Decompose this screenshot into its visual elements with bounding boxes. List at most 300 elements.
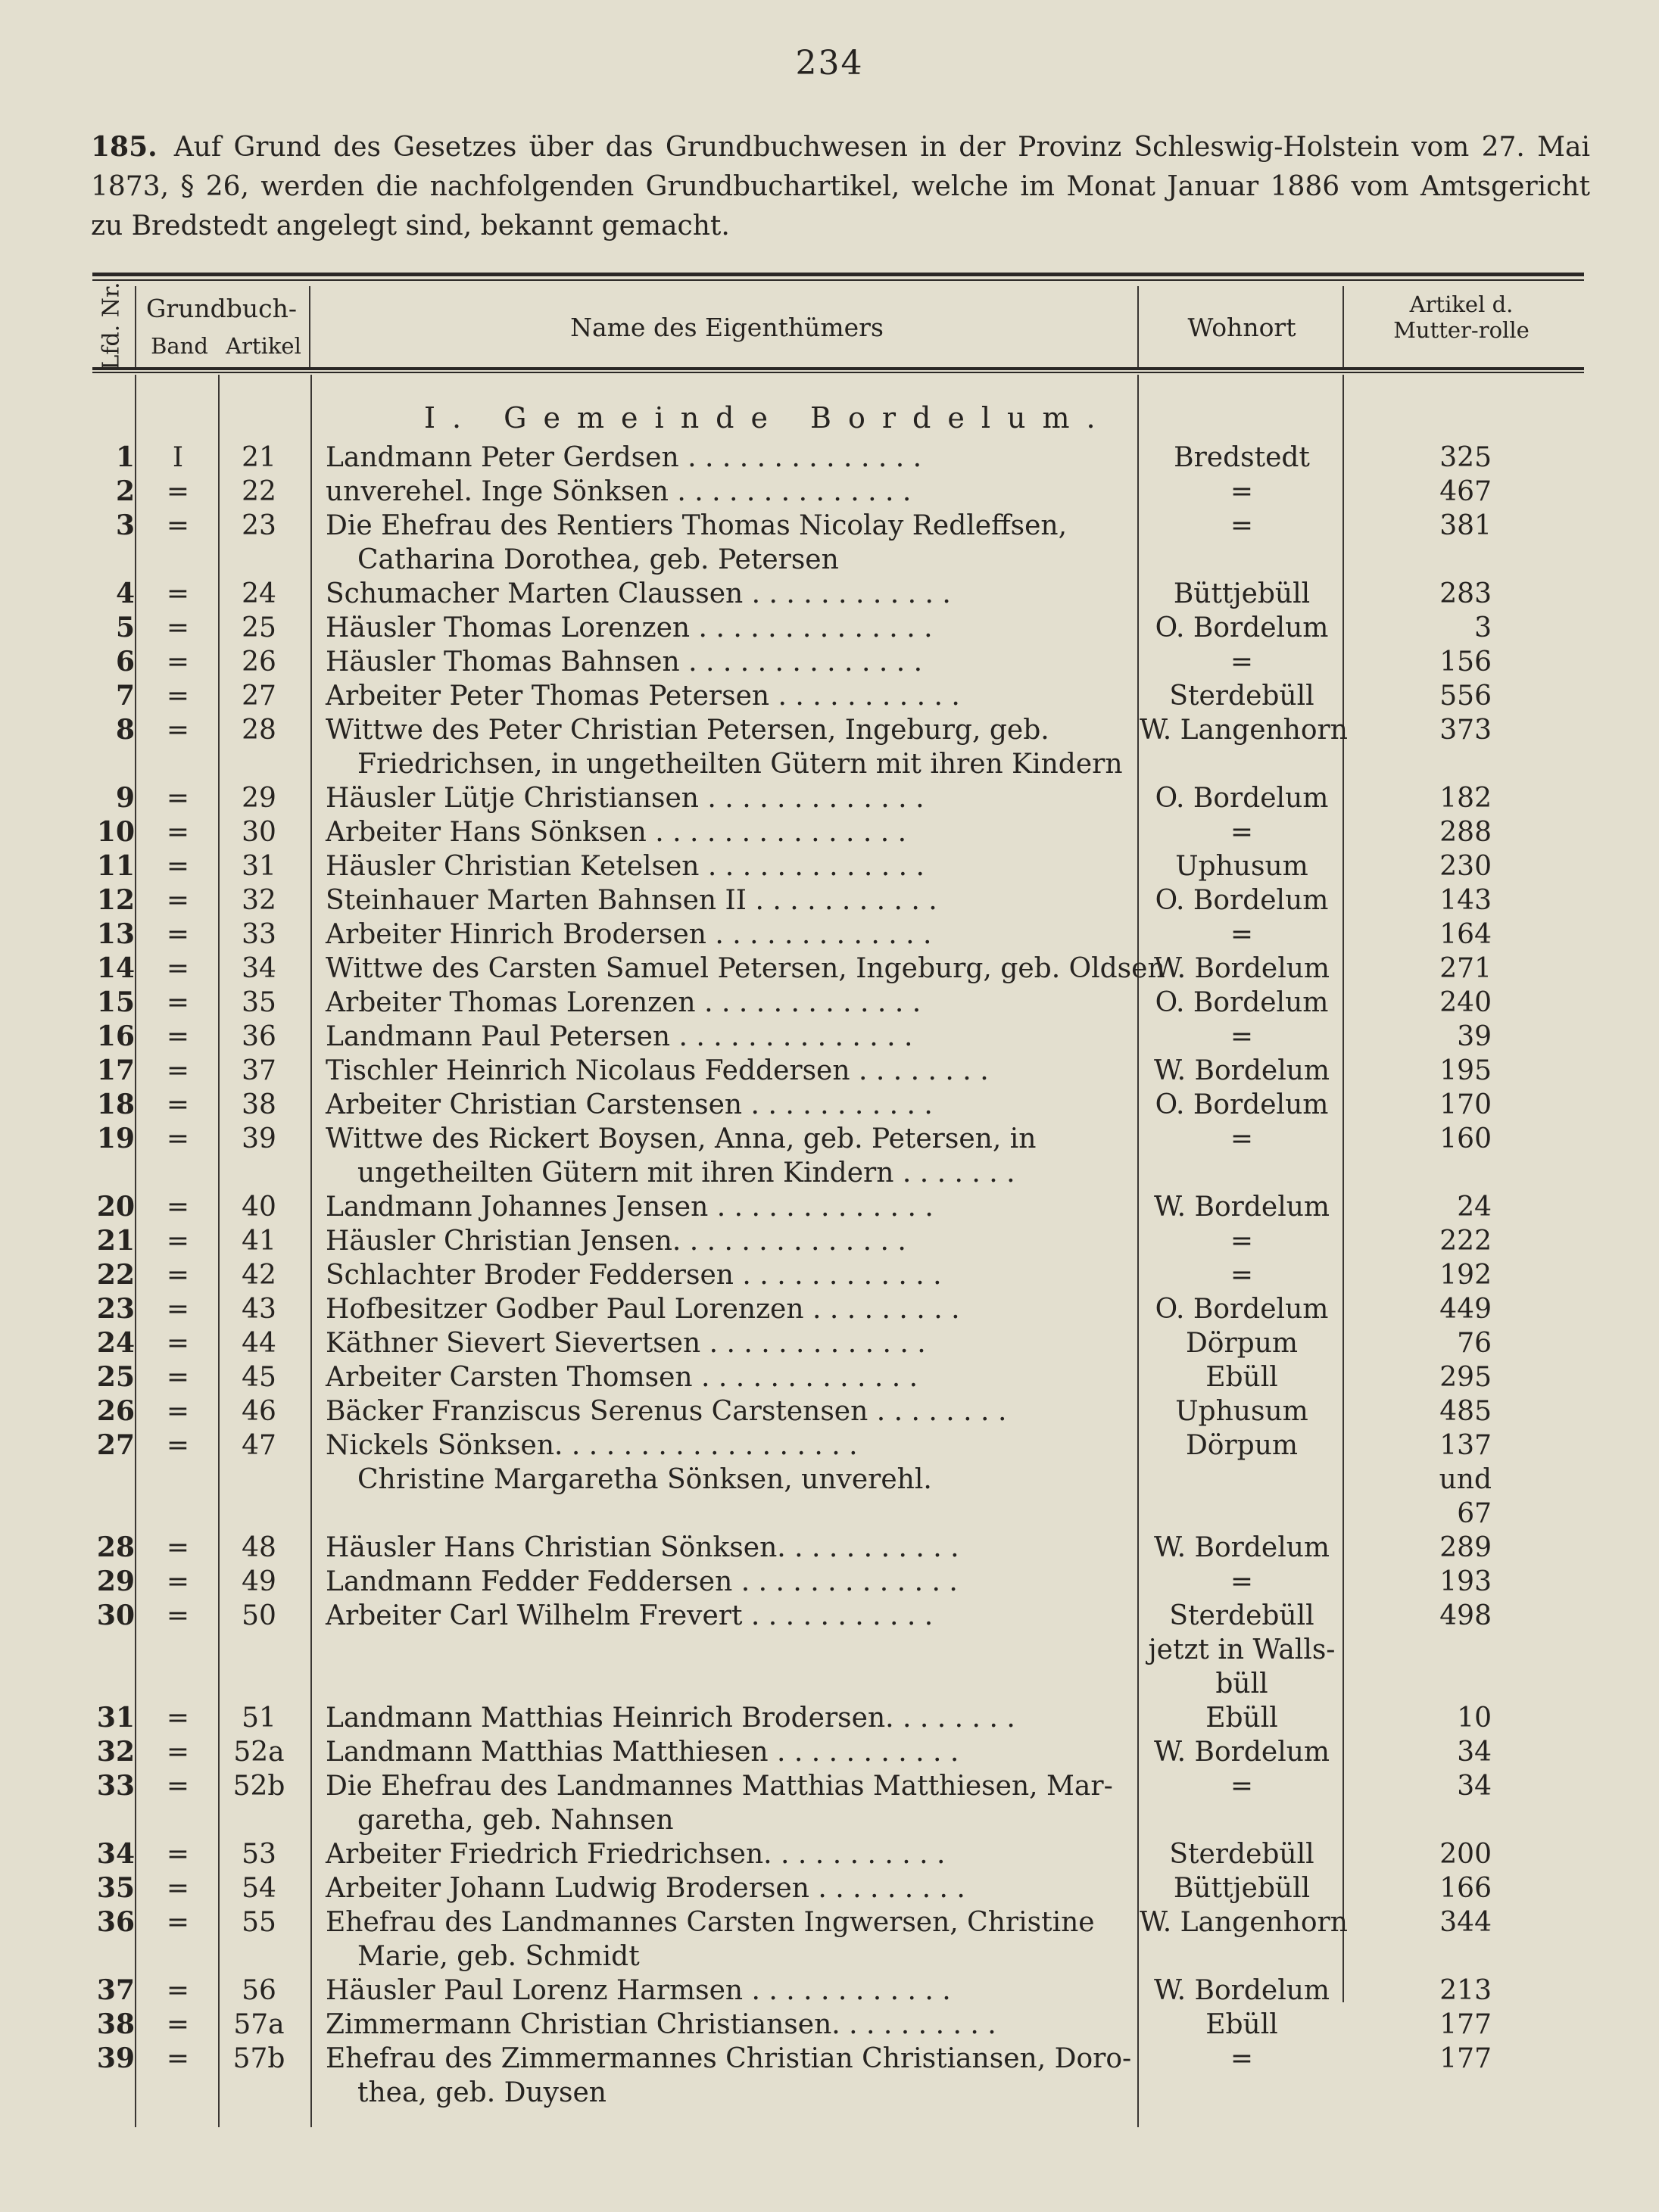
table-row xyxy=(0,815,1659,849)
mutterrolle-value: 34 xyxy=(1457,1737,1492,1768)
mutterrolle-continuation: 67 xyxy=(1457,1498,1492,1529)
owner-name xyxy=(326,1020,1137,1054)
row-number: 12 xyxy=(96,884,135,916)
table-top-rule xyxy=(92,273,1584,281)
owner-name-line: Bäcker Franziscus Serenus Carstensen . . . . . . . . xyxy=(326,1396,1007,1427)
grundbuch-artikel: 38 xyxy=(242,1089,276,1120)
owner-name-line: Arbeiter Christian Carstensen . . . . . . . . . . . xyxy=(326,1089,933,1120)
intro-paragraph xyxy=(91,127,1590,246)
mutterrolle-value: 164 xyxy=(1439,919,1492,950)
table-row xyxy=(0,441,1659,475)
owner-name-line: Häusler Thomas Lorenzen . . . . . . . . . . . . . . xyxy=(326,612,933,643)
wohnort-line: W. Langenhorn xyxy=(1140,1907,1348,1938)
mutterrolle-value: 39 xyxy=(1457,1021,1492,1052)
grundbuch-band: = xyxy=(166,919,190,950)
table-row xyxy=(0,986,1659,1020)
wohnort-line: O. Bordelum xyxy=(1155,987,1329,1018)
wohnort xyxy=(1140,1701,1344,1735)
mutterrolle-value: 556 xyxy=(1439,681,1492,712)
grundbuch-artikel: 42 xyxy=(242,1260,276,1291)
grundbuch-band: = xyxy=(166,1839,190,1870)
grundbuch-artikel: 45 xyxy=(242,1362,276,1393)
owner-name xyxy=(326,1701,1137,1735)
wohnort-line: O. Bordelum xyxy=(1155,885,1329,916)
header-band: Band xyxy=(151,333,208,359)
row-number: 30 xyxy=(96,1600,135,1631)
mutterrolle-continuation: und xyxy=(1439,1464,1492,1495)
wohnort xyxy=(1140,1871,1344,1905)
grundbuch-band: = xyxy=(166,953,190,984)
grundbuch-artikel: 52b xyxy=(232,1771,285,1802)
owner-name-line: Arbeiter Johann Ludwig Brodersen . . . . . . . . . xyxy=(326,1873,965,1904)
wohnort xyxy=(1140,1224,1344,1258)
mutterrolle-artikel xyxy=(1348,918,1492,952)
mutterrolle-value: 170 xyxy=(1439,1089,1492,1120)
wohnort-line: W. Bordelum xyxy=(1153,953,1330,984)
grundbuch-artikel: 26 xyxy=(242,646,276,678)
grundbuch-artikel: 51 xyxy=(242,1703,276,1734)
grundbuch-band: = xyxy=(166,1260,190,1291)
mutterrolle-artikel xyxy=(1348,952,1492,986)
wohnort xyxy=(1140,1394,1344,1428)
row-number: 6 xyxy=(115,646,135,678)
mutterrolle-value: 222 xyxy=(1439,1226,1492,1257)
grundbuch-band: = xyxy=(166,783,190,814)
table-row xyxy=(0,713,1659,781)
mutterrolle-value: 271 xyxy=(1439,953,1492,984)
mutterrolle-artikel xyxy=(1348,1122,1492,1156)
wohnort-line: Uphusum xyxy=(1175,851,1308,882)
mutterrolle-value: 498 xyxy=(1439,1600,1492,1631)
table-row xyxy=(0,918,1659,952)
row-number: 1 xyxy=(115,441,135,473)
mutterrolle-artikel xyxy=(1348,1599,1492,1633)
mutterrolle-artikel xyxy=(1348,1326,1492,1360)
mutterrolle-value: 143 xyxy=(1439,885,1492,916)
table-row xyxy=(0,1224,1659,1258)
table-row xyxy=(0,475,1659,509)
owner-name-line: Arbeiter Peter Thomas Petersen . . . . . . . . . . . xyxy=(326,681,960,712)
wohnort xyxy=(1140,883,1344,918)
owner-name-continuation: Catharina Dorothea, geb. Petersen xyxy=(357,544,839,575)
table-row xyxy=(0,645,1659,679)
owner-name-line: Arbeiter Hans Sönksen . . . . . . . . . . . . . . . xyxy=(326,817,907,848)
owner-name-line: Arbeiter Friedrich Friedrichsen. . . . . . . . . . . xyxy=(326,1839,946,1870)
table-row xyxy=(0,577,1659,611)
grundbuch-band: = xyxy=(166,1328,190,1359)
grundbuch-artikel: 57b xyxy=(232,2043,285,2074)
grundbuch-band: = xyxy=(166,1294,190,1325)
wohnort xyxy=(1140,1905,1348,1939)
owner-name xyxy=(326,1360,1137,1394)
owner-name-line: Landmann Peter Gerdsen . . . . . . . . . . . . . . xyxy=(326,442,922,473)
owner-name xyxy=(326,645,1137,679)
table-row xyxy=(0,1905,1659,1974)
table-row xyxy=(0,1190,1659,1224)
owner-name xyxy=(326,1394,1137,1428)
wohnort-line: Bredstedt xyxy=(1174,442,1310,473)
mutterrolle-artikel xyxy=(1348,2042,1492,2076)
wohnort-continuation: jetzt in Walls- xyxy=(1148,1634,1336,1665)
owner-name xyxy=(326,1531,1137,1565)
owner-name xyxy=(326,475,1137,509)
wohnort xyxy=(1140,815,1344,849)
table-row xyxy=(0,2008,1659,2042)
row-number: 31 xyxy=(96,1702,135,1734)
wohnort xyxy=(1140,475,1344,509)
table-row xyxy=(0,1701,1659,1735)
row-number: 9 xyxy=(115,782,135,814)
mutterrolle-artikel xyxy=(1348,883,1492,918)
owner-name xyxy=(326,1224,1137,1258)
row-number: 5 xyxy=(115,612,135,643)
grundbuch-band: = xyxy=(166,1566,190,1597)
owner-name-line: Steinhauer Marten Bahnsen II . . . . . . . . . . . xyxy=(326,885,937,916)
wohnort-line: W. Langenhorn xyxy=(1140,715,1348,746)
mutterrolle-artikel xyxy=(1348,611,1492,645)
row-number: 38 xyxy=(96,2008,135,2040)
mutterrolle-artikel xyxy=(1348,577,1492,611)
row-number: 34 xyxy=(96,1838,135,1870)
header-name: Name des Eigenthümers xyxy=(570,313,884,342)
mutterrolle-value: 230 xyxy=(1439,851,1492,882)
grundbuch-band: = xyxy=(166,1192,190,1223)
intro-text: Auf Grund des Gesetzes über das Grundbuchwesen in der Provinz Schleswig-Holstein vom 27. Mai 1873, § 26, werden die nachfolgenden Grundbuchartikel, welche im Monat Januar 1886 vom Amtsgericht zu Bredstedt angelegt sind, bekannt gemacht. xyxy=(91,132,1590,241)
grundbuch-artikel: 33 xyxy=(242,919,276,950)
grundbuch-band: = xyxy=(166,851,190,882)
owner-name xyxy=(326,781,1137,815)
grundbuch-artikel: 53 xyxy=(242,1839,276,1870)
page-number: 234 xyxy=(795,44,864,83)
owner-name xyxy=(326,679,1137,713)
wohnort xyxy=(1140,1258,1344,1292)
table-row xyxy=(0,1292,1659,1326)
wohnort xyxy=(1140,918,1344,952)
owner-name xyxy=(326,2042,1137,2110)
grundbuch-band: = xyxy=(166,885,190,916)
wohnort xyxy=(1140,1837,1344,1871)
mutterrolle-artikel xyxy=(1348,1292,1492,1326)
wohnort-line: Ebüll xyxy=(1205,2009,1278,2040)
wohnort-line: Büttjebüll xyxy=(1173,1873,1311,1904)
owner-name-line: Wittwe des Rickert Boysen, Anna, geb. Petersen, in xyxy=(326,1123,1037,1154)
column-divider xyxy=(1137,286,1139,367)
owner-name-line: Landmann Matthias Matthiesen . . . . . . . . . . . xyxy=(326,1737,959,1768)
mutterrolle-artikel xyxy=(1348,1769,1492,1803)
grundbuch-band: = xyxy=(166,1600,190,1631)
owner-name-line: Arbeiter Hinrich Brodersen . . . . . . . . . . . . . xyxy=(326,919,932,950)
owner-name xyxy=(326,1258,1137,1292)
owner-name-continuation: Christine Margaretha Sönksen, unverehl. xyxy=(357,1464,932,1495)
owner-name-line: Häusler Paul Lorenz Harmsen . . . . . . . . . . . . xyxy=(326,1975,951,2006)
owner-name xyxy=(326,1122,1137,1190)
owner-name xyxy=(326,441,1137,475)
mutterrolle-value: 193 xyxy=(1439,1566,1492,1597)
mutterrolle-artikel xyxy=(1348,1871,1492,1905)
wohnort-line: = xyxy=(1230,1260,1254,1291)
wohnort xyxy=(1140,2008,1344,2042)
mutterrolle-artikel xyxy=(1348,986,1492,1020)
mutterrolle-artikel xyxy=(1348,1190,1492,1224)
table-row xyxy=(0,849,1659,883)
wohnort-line: Sterdebüll xyxy=(1169,681,1314,712)
mutterrolle-value: 166 xyxy=(1439,1873,1492,1904)
grundbuch-artikel: 27 xyxy=(242,681,276,712)
wohnort-line: O. Bordelum xyxy=(1155,783,1329,814)
row-number: 32 xyxy=(96,1736,135,1768)
grundbuch-band: = xyxy=(166,1396,190,1427)
mutterrolle-value: 467 xyxy=(1439,476,1492,507)
mutterrolle-value: 381 xyxy=(1439,510,1492,541)
mutterrolle-artikel xyxy=(1348,1905,1492,1939)
wohnort xyxy=(1140,577,1344,611)
mutterrolle-artikel xyxy=(1348,1020,1492,1054)
grundbuch-band: = xyxy=(166,612,190,643)
wohnort xyxy=(1140,1974,1344,2008)
table-row xyxy=(0,1531,1659,1565)
grundbuch-artikel: 40 xyxy=(242,1192,276,1223)
row-number: 29 xyxy=(96,1566,135,1597)
grundbuch-band: = xyxy=(166,1055,190,1086)
owner-name-continuation: Marie, geb. Schmidt xyxy=(357,1941,640,1972)
wohnort-line: = xyxy=(1230,1566,1254,1597)
wohnort-line: = xyxy=(1230,1226,1254,1257)
owner-name xyxy=(326,1871,1137,1905)
table-row xyxy=(0,1020,1659,1054)
table-row xyxy=(0,1360,1659,1394)
grundbuch-band: = xyxy=(166,1771,190,1802)
owner-name xyxy=(326,815,1137,849)
grundbuch-artikel: 21 xyxy=(242,442,276,473)
row-number: 22 xyxy=(96,1259,135,1291)
grundbuch-band: = xyxy=(166,1089,190,1120)
grundbuch-artikel: 41 xyxy=(242,1226,276,1257)
table-row xyxy=(0,1871,1659,1905)
grundbuch-artikel: 35 xyxy=(242,987,276,1018)
owner-name-continuation: Friedrichsen, in ungetheilten Gütern mit ihren Kindern xyxy=(357,749,1123,780)
owner-name-line: Arbeiter Thomas Lorenzen . . . . . . . . . . . . . xyxy=(326,987,921,1018)
owner-name-line: Wittwe des Peter Christian Petersen, Ingeburg, geb. xyxy=(326,715,1049,746)
mutterrolle-artikel xyxy=(1348,849,1492,883)
mutterrolle-value: 160 xyxy=(1439,1123,1492,1154)
owner-name xyxy=(326,1428,1137,1497)
grundbuch-artikel: 57a xyxy=(233,2009,285,2040)
owner-name xyxy=(326,952,1165,986)
owner-name-line: Ehefrau des Landmannes Carsten Ingwersen, Christine xyxy=(326,1907,1095,1938)
row-number: 17 xyxy=(96,1055,135,1086)
row-number: 39 xyxy=(96,2042,135,2074)
row-number: 2 xyxy=(115,475,135,507)
owner-name-line: Die Ehefrau des Rentiers Thomas Nicolay Redleffsen, xyxy=(326,510,1068,541)
row-number: 26 xyxy=(96,1395,135,1427)
wohnort xyxy=(1140,679,1344,713)
table-row xyxy=(0,1054,1659,1088)
grundbuch-artikel: 30 xyxy=(242,817,276,848)
owner-name-line: Zimmermann Christian Christiansen. . . . . . . . . . xyxy=(326,2009,996,2040)
wohnort xyxy=(1140,1599,1344,1701)
mutterrolle-artikel xyxy=(1348,781,1492,815)
owner-name-line: Käthner Sievert Sievertsen . . . . . . . . . . . . . xyxy=(326,1328,926,1359)
owner-name-line: Arbeiter Carl Wilhelm Frevert . . . . . . . . . . . xyxy=(326,1600,934,1631)
owner-name xyxy=(326,577,1137,611)
wohnort-line: = xyxy=(1230,1123,1254,1154)
row-number: 23 xyxy=(96,1293,135,1325)
row-number: 15 xyxy=(96,986,135,1018)
owner-name-continuation: garetha, geb. Nahnsen xyxy=(357,1805,674,1836)
table-row xyxy=(0,1974,1659,2008)
header-wohnort: Wohnort xyxy=(1187,313,1296,342)
mutterrolle-artikel xyxy=(1348,815,1492,849)
grundbuch-artikel: 56 xyxy=(242,1975,276,2006)
owner-name xyxy=(326,1088,1137,1122)
owner-name xyxy=(326,509,1137,577)
grundbuch-band: = xyxy=(166,1021,190,1052)
notice-number: 185. xyxy=(91,131,157,163)
wohnort-line: Ebüll xyxy=(1205,1362,1278,1393)
header-lfd-nr: Lfd. Nr. xyxy=(98,281,125,370)
wohnort xyxy=(1140,1190,1344,1224)
grundbuch-band: = xyxy=(166,1873,190,1904)
wohnort-line: O. Bordelum xyxy=(1155,612,1329,643)
wohnort xyxy=(1140,781,1344,815)
wohnort-line: = xyxy=(1230,2043,1254,2074)
column-divider xyxy=(135,286,136,367)
grundbuch-artikel: 36 xyxy=(242,1021,276,1052)
row-number: 11 xyxy=(96,850,135,882)
grundbuch-artikel: 46 xyxy=(242,1396,276,1427)
grundbuch-artikel: 25 xyxy=(242,612,276,643)
owner-name-line: Die Ehefrau des Landmannes Matthias Matthiesen, Mar- xyxy=(326,1771,1113,1802)
grundbuch-band: = xyxy=(166,646,190,678)
mutterrolle-value: 373 xyxy=(1439,715,1492,746)
table-row xyxy=(0,1122,1659,1190)
owner-name-line: Landmann Matthias Heinrich Brodersen. . . . . . . . xyxy=(326,1703,1015,1734)
grundbuch-band: = xyxy=(166,1907,190,1938)
grundbuch-artikel: 34 xyxy=(242,953,276,984)
table-row xyxy=(0,1565,1659,1599)
table-row xyxy=(0,883,1659,918)
wohnort xyxy=(1140,1565,1344,1599)
table-row xyxy=(0,1735,1659,1769)
wohnort xyxy=(1140,1292,1344,1326)
row-number: 16 xyxy=(96,1020,135,1052)
grundbuch-band: = xyxy=(166,1123,190,1154)
owner-name-line: Ehefrau des Zimmermannes Christian Christiansen, Doro- xyxy=(326,2043,1132,2074)
mutterrolle-artikel xyxy=(1348,1837,1492,1871)
row-number: 10 xyxy=(96,816,135,848)
grundbuch-band: = xyxy=(166,1975,190,2006)
wohnort xyxy=(1140,713,1348,747)
owner-name-line: Tischler Heinrich Nicolaus Feddersen . . . . . . . . xyxy=(326,1055,989,1086)
column-divider xyxy=(309,286,310,367)
grundbuch-band: = xyxy=(166,1703,190,1734)
owner-name xyxy=(326,849,1137,883)
table-row xyxy=(0,1394,1659,1428)
mutterrolle-value: 288 xyxy=(1439,817,1492,848)
wohnort-continuation: büll xyxy=(1215,1668,1268,1700)
owner-name-line: Häusler Thomas Bahnsen . . . . . . . . . . . . . . xyxy=(326,646,923,678)
wohnort xyxy=(1140,1088,1344,1122)
table-header-rule xyxy=(92,367,1584,373)
grundbuch-band: = xyxy=(166,715,190,746)
table-row xyxy=(0,1769,1659,1837)
wohnort xyxy=(1140,611,1344,645)
row-number: 28 xyxy=(96,1531,135,1563)
owner-name xyxy=(326,986,1137,1020)
owner-name-line: Arbeiter Carsten Thomsen . . . . . . . . . . . . . xyxy=(326,1362,918,1393)
mutterrolle-artikel xyxy=(1348,1258,1492,1292)
mutterrolle-value: 240 xyxy=(1439,987,1492,1018)
grundbuch-artikel: 50 xyxy=(242,1600,276,1631)
wohnort xyxy=(1140,1054,1344,1088)
mutterrolle-artikel xyxy=(1348,1735,1492,1769)
owner-name-line: Häusler Lütje Christiansen . . . . . . . . . . . . . xyxy=(326,783,925,814)
header-mutterrolle: Artikel d. Mutter-rolle xyxy=(1393,291,1530,343)
mutterrolle-artikel xyxy=(1348,1360,1492,1394)
wohnort-line: W. Bordelum xyxy=(1153,1055,1330,1086)
wohnort xyxy=(1140,1769,1344,1803)
wohnort-line: = xyxy=(1230,919,1254,950)
row-number: 14 xyxy=(96,952,135,984)
owner-name xyxy=(326,1054,1137,1088)
grundbuch-artikel: 43 xyxy=(242,1294,276,1325)
owner-name-line: Schlachter Broder Feddersen . . . . . . . . . . . . xyxy=(326,1260,942,1291)
wohnort xyxy=(1140,952,1344,986)
mutterrolle-artikel xyxy=(1348,1394,1492,1428)
mutterrolle-value: 283 xyxy=(1439,578,1492,609)
wohnort-line: = xyxy=(1230,476,1254,507)
grundbuch-band: = xyxy=(166,510,190,541)
mutterrolle-artikel xyxy=(1348,713,1492,747)
grundbuch-band: = xyxy=(166,2043,190,2074)
mutterrolle-artikel xyxy=(1348,475,1492,509)
mutterrolle-value: 137 xyxy=(1439,1430,1492,1461)
wohnort xyxy=(1140,1531,1344,1565)
table-row xyxy=(0,509,1659,577)
column-divider xyxy=(1342,286,1344,367)
wohnort xyxy=(1140,645,1344,679)
owner-name-line: Häusler Hans Christian Sönksen. . . . . . . . . . . xyxy=(326,1532,959,1563)
row-number: 19 xyxy=(96,1123,135,1154)
row-number: 8 xyxy=(115,714,135,746)
wohnort xyxy=(1140,986,1344,1020)
grundbuch-artikel: 47 xyxy=(242,1430,276,1461)
grundbuch-band: = xyxy=(166,1362,190,1393)
wohnort-line: O. Bordelum xyxy=(1155,1294,1329,1325)
grundbuch-artikel: 37 xyxy=(242,1055,276,1086)
mutterrolle-artikel xyxy=(1348,1088,1492,1122)
mutterrolle-value: 289 xyxy=(1439,1532,1492,1563)
wohnort-line: Sterdebüll xyxy=(1169,1600,1314,1631)
grundbuch-artikel: 55 xyxy=(242,1907,276,1938)
wohnort-line: W. Bordelum xyxy=(1153,1192,1330,1223)
mutterrolle-artikel xyxy=(1348,441,1492,475)
table-row xyxy=(0,952,1659,986)
owner-name xyxy=(326,611,1137,645)
owner-name xyxy=(326,1565,1137,1599)
mutterrolle-value: 177 xyxy=(1439,2043,1492,2074)
row-number: 35 xyxy=(96,1872,135,1904)
owner-name-line: Landmann Johannes Jensen . . . . . . . . . . . . . xyxy=(326,1192,934,1223)
row-number: 13 xyxy=(96,918,135,950)
owner-name-line: Häusler Christian Ketelsen . . . . . . . . . . . . . xyxy=(326,851,925,882)
mutterrolle-value: 156 xyxy=(1439,646,1492,678)
grundbuch-artikel: 39 xyxy=(242,1123,276,1154)
grundbuch-band: = xyxy=(166,817,190,848)
wohnort xyxy=(1140,2042,1344,2076)
grundbuch-artikel: 54 xyxy=(242,1873,276,1904)
wohnort xyxy=(1140,849,1344,883)
